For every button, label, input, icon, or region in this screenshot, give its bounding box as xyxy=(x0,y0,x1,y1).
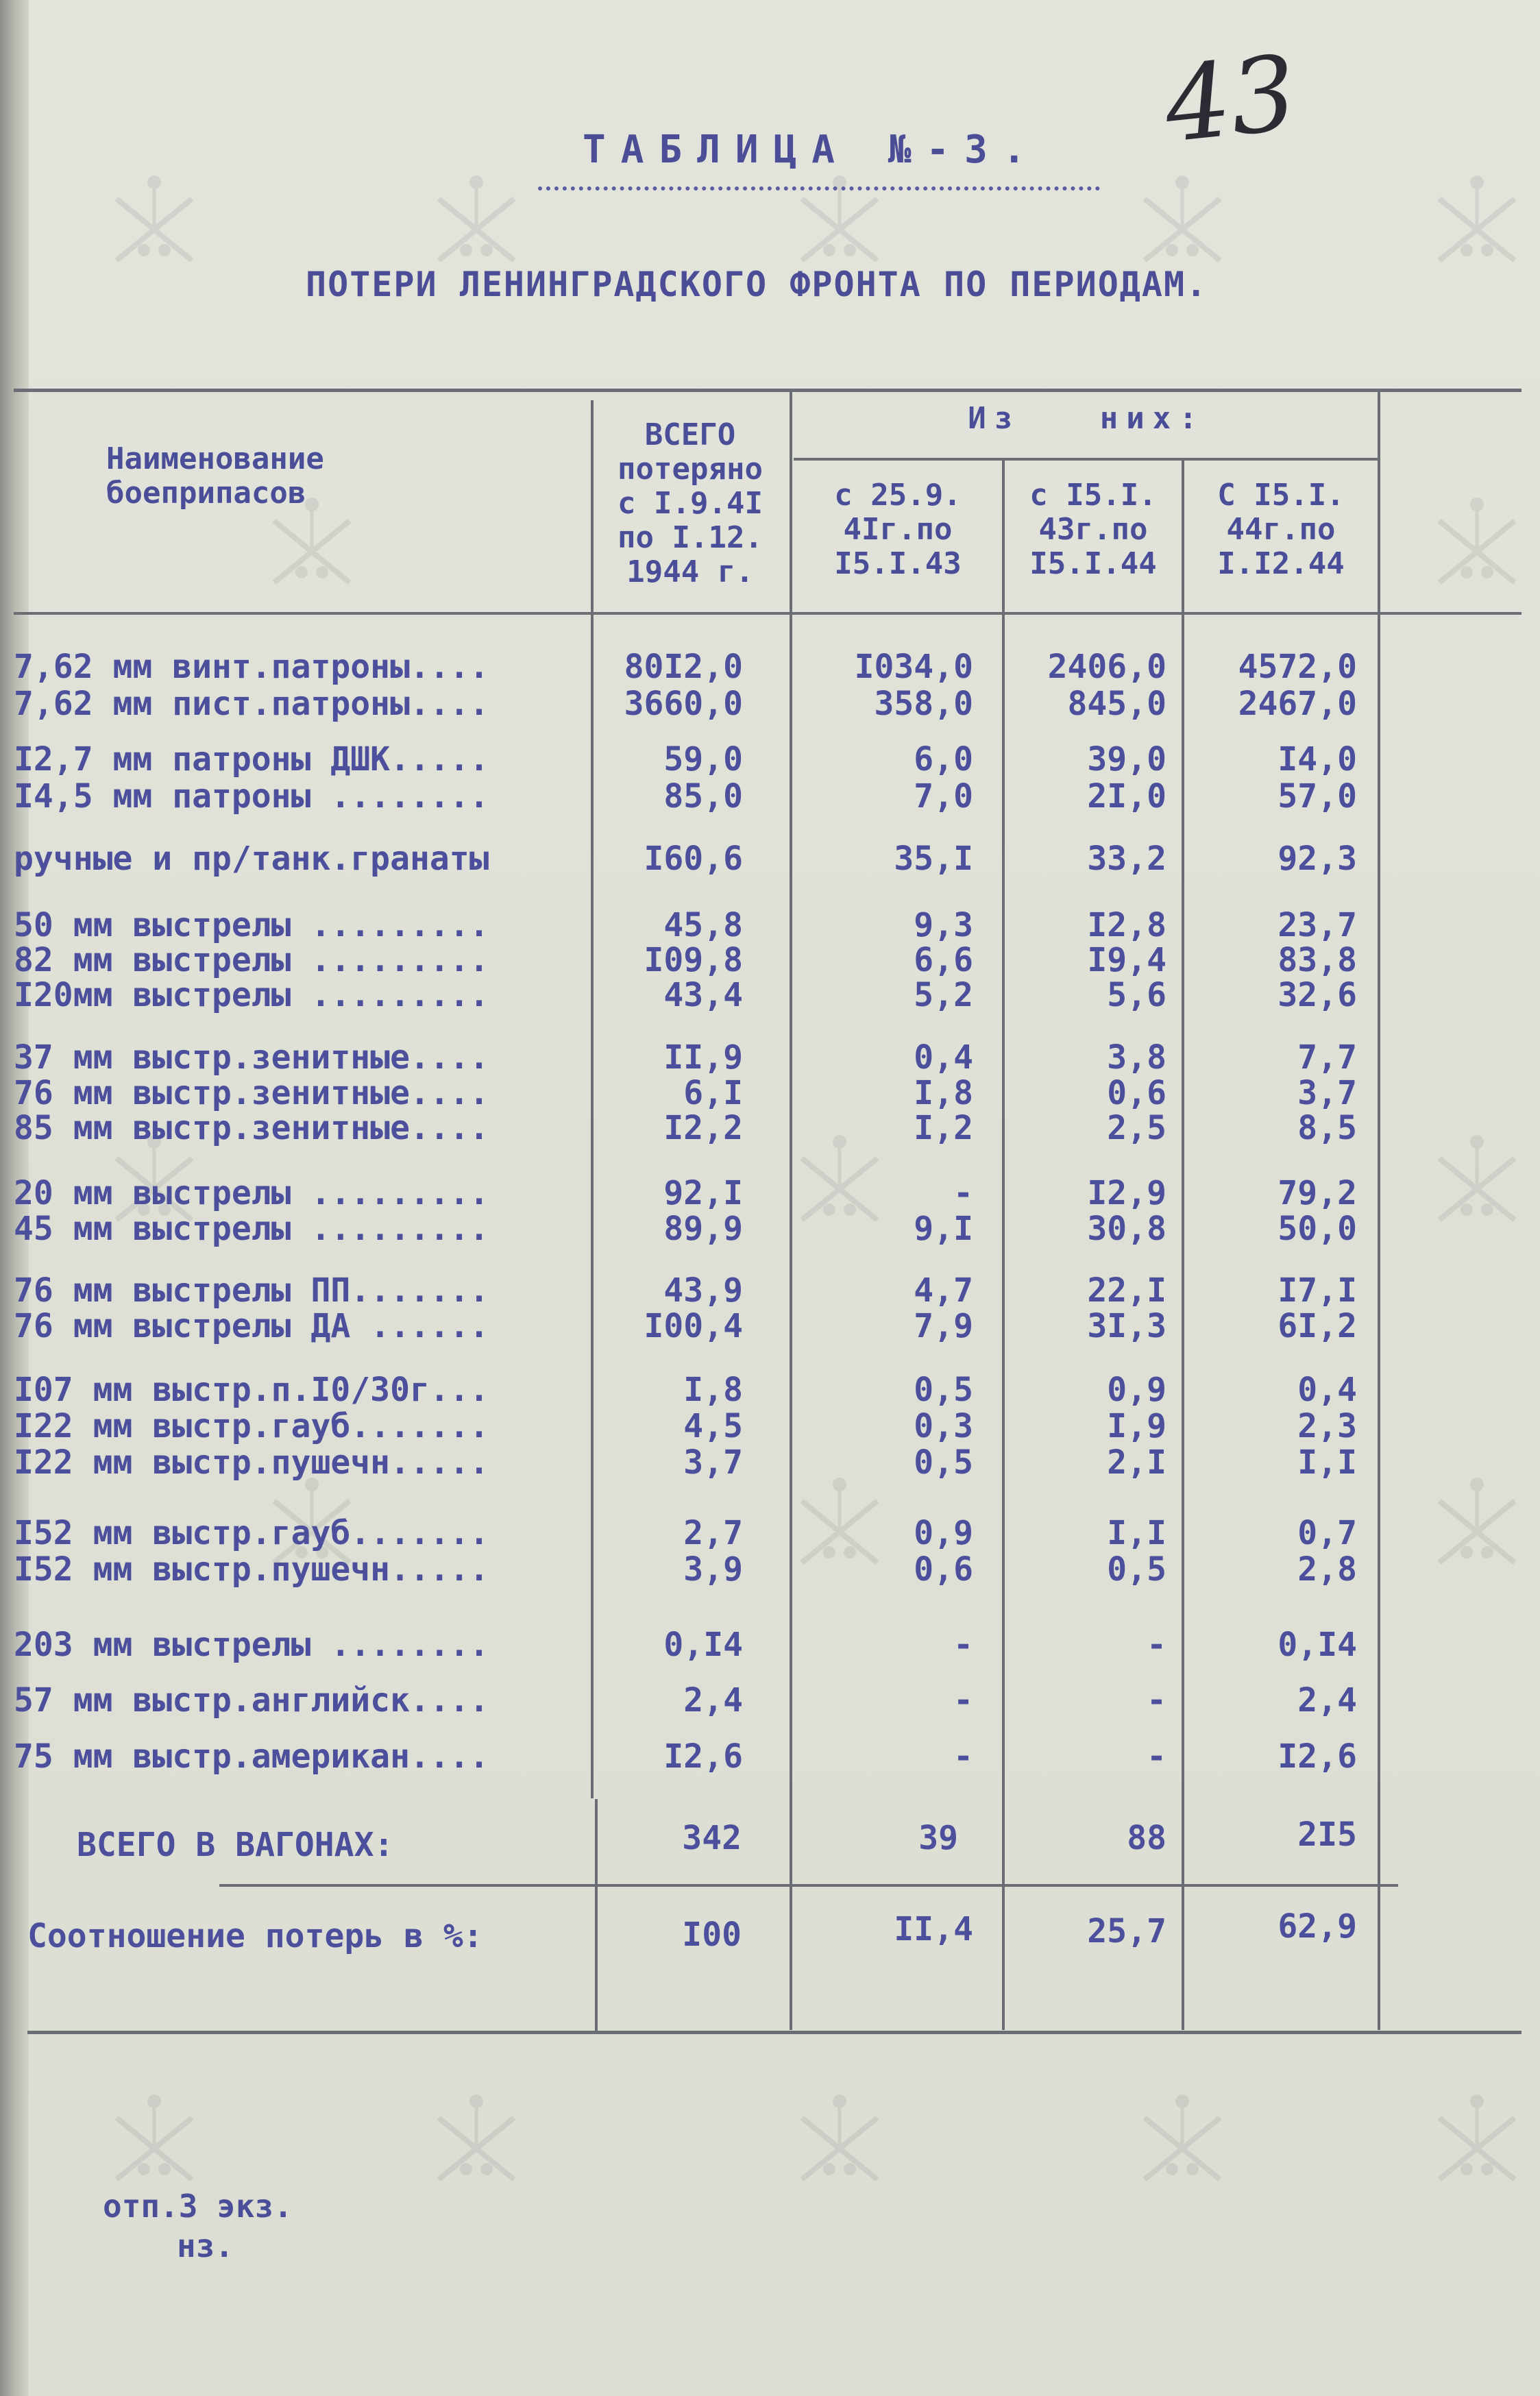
table-cell-p3: 2467,0 xyxy=(1238,685,1357,723)
header-name: Наименование боеприпасов xyxy=(106,441,324,511)
table-cell-total: 0,I4 xyxy=(663,1626,743,1664)
table-cell-total: 2,4 xyxy=(683,1681,743,1720)
table-cell-name: 75 мм выстр.американ.... xyxy=(14,1737,489,1776)
crossed-cannons-watermark-icon xyxy=(425,171,528,274)
table-cell-total: I09,8 xyxy=(644,941,743,979)
page-number: 43 xyxy=(1159,33,1302,166)
table-cell-p2: 0,6 xyxy=(1107,1074,1166,1112)
table-cell-p1: 9,3 xyxy=(914,906,973,944)
column-rule-5 xyxy=(1378,391,1380,2030)
table-cell-name: 45 мм выстрелы ......... xyxy=(14,1210,489,1248)
table-cell-total: 6,I xyxy=(683,1074,743,1112)
table-bottom-rule xyxy=(27,2031,1521,2034)
table-cell-p3: 2,3 xyxy=(1297,1407,1357,1445)
table-cell-p3: 2,4 xyxy=(1297,1681,1357,1720)
table-cell-p3: 2,8 xyxy=(1297,1550,1357,1589)
total-row-total: 342 xyxy=(682,1819,742,1857)
table-cell-name: I52 мм выстр.гауб....... xyxy=(14,1514,489,1552)
crossed-cannons-watermark-icon xyxy=(1426,2090,1528,2193)
table-cell-p1: 0,5 xyxy=(914,1371,973,1409)
table-cell-p3: 3,7 xyxy=(1297,1074,1357,1112)
table-cell-p3: I,I xyxy=(1297,1443,1357,1482)
table-cell-name: 57 мм выстр.английск.... xyxy=(14,1681,489,1720)
table-cell-total: 45,8 xyxy=(663,906,743,944)
table-cell-name: I52 мм выстр.пушечн..... xyxy=(14,1550,489,1589)
table-cell-p2: - xyxy=(1147,1626,1166,1664)
table-cell-name: 7,62 мм винт.патроны.... xyxy=(14,648,489,686)
table-cell-p2: - xyxy=(1147,1681,1166,1720)
table-cell-p2: 3,8 xyxy=(1107,1038,1166,1077)
table-cell-name: 76 мм выстрелы ПП....... xyxy=(14,1271,489,1310)
table-cell-p1: 35,I xyxy=(894,840,973,878)
crossed-cannons-watermark-icon xyxy=(1426,1131,1528,1234)
table-cell-p3: 23,7 xyxy=(1278,906,1357,944)
table-cell-p1: I,8 xyxy=(914,1074,973,1112)
crossed-cannons-watermark-icon xyxy=(1131,171,1234,274)
total-row-period-1: 39 xyxy=(918,1819,958,1857)
table-cell-p2: 845,0 xyxy=(1067,685,1166,723)
table-cell-total: I2,6 xyxy=(663,1737,743,1776)
ratio-row-period-3: 62,9 xyxy=(1278,1907,1357,1946)
table-cell-total: I,8 xyxy=(683,1371,743,1409)
table-cell-p3: 6I,2 xyxy=(1278,1307,1357,1345)
header-total: ВСЕГО потеряно с I.9.4I по I.12. 1944 г. xyxy=(618,417,763,589)
table-cell-total: 3,7 xyxy=(683,1443,743,1482)
table-cell-p1: - xyxy=(953,1626,973,1664)
crossed-cannons-watermark-icon xyxy=(425,2090,528,2193)
ratio-row-total: I00 xyxy=(682,1916,742,1954)
table-cell-p2: 2,I xyxy=(1107,1443,1166,1482)
table-cell-p2: I2,8 xyxy=(1087,906,1166,944)
table-cell-p3: 4572,0 xyxy=(1238,648,1357,686)
table-cell-p1: 358,0 xyxy=(874,685,973,723)
table-cell-p3: 0,4 xyxy=(1297,1371,1357,1409)
column-rule-2 xyxy=(790,392,792,2030)
table-cell-p1: 0,5 xyxy=(914,1443,973,1482)
table-cell-p2: 3I,3 xyxy=(1087,1307,1166,1345)
table-cell-p2: 30,8 xyxy=(1087,1210,1166,1248)
total-row-rule xyxy=(219,1884,1398,1887)
table-cell-total: 3660,0 xyxy=(624,685,743,723)
total-row-period-3: 2I5 xyxy=(1297,1816,1357,1854)
table-cell-p1: 9,I xyxy=(914,1210,973,1248)
table-cell-p3: 79,2 xyxy=(1278,1174,1357,1212)
table-cell-total: 43,9 xyxy=(663,1271,743,1310)
crossed-cannons-watermark-icon xyxy=(1131,2090,1234,2193)
crossed-cannons-watermark-icon xyxy=(103,2090,206,2193)
table-top-rule xyxy=(14,389,1521,392)
header-period-2: с I5.I. 43г.по I5.I.44 xyxy=(1029,478,1157,581)
table-cell-p1: 4,7 xyxy=(914,1271,973,1310)
table-cell-p1: 0,4 xyxy=(914,1038,973,1077)
table-cell-p3: 0,7 xyxy=(1297,1514,1357,1552)
title-underline xyxy=(538,186,1100,191)
table-cell-name: 37 мм выстр.зенитные.... xyxy=(14,1038,489,1077)
crossed-cannons-watermark-icon xyxy=(103,171,206,274)
table-cell-name: 203 мм выстрелы ........ xyxy=(14,1626,489,1664)
table-cell-name: ручные и пр/танк.гранаты xyxy=(14,840,489,878)
table-cell-name: I20мм выстрелы ......... xyxy=(14,976,489,1014)
footer-note: нз. xyxy=(177,2227,234,2264)
crossed-cannons-watermark-icon xyxy=(1426,1474,1528,1576)
crossed-cannons-watermark-icon xyxy=(788,2090,891,2193)
table-cell-name: I22 мм выстр.пушечн..... xyxy=(14,1443,489,1482)
table-cell-p1: 0,9 xyxy=(914,1514,973,1552)
table-cell-p3: 83,8 xyxy=(1278,941,1357,979)
table-cell-p1: - xyxy=(953,1681,973,1720)
table-subtitle: ПОТЕРИ ЛЕНИНГРАДСКОГО ФРОНТА ПО ПЕРИОДАМ. xyxy=(306,265,1208,304)
table-cell-total: 2,7 xyxy=(683,1514,743,1552)
table-cell-total: I2,2 xyxy=(663,1109,743,1147)
table-cell-name: I2,7 мм патроны ДШК..... xyxy=(14,740,489,779)
table-cell-p2: 22,I xyxy=(1087,1271,1166,1310)
table-cell-name: 7,62 мм пист.патроны.... xyxy=(14,685,489,723)
table-cell-name: I4,5 мм патроны ........ xyxy=(14,777,489,816)
table-cell-p2: 2,5 xyxy=(1107,1109,1166,1147)
table-cell-p3: 50,0 xyxy=(1278,1210,1357,1248)
table-cell-p3: I2,6 xyxy=(1278,1737,1357,1776)
table-cell-p1: I,2 xyxy=(914,1109,973,1147)
table-cell-p3: I4,0 xyxy=(1278,740,1357,779)
table-cell-name: 76 мм выстрелы ДА ...... xyxy=(14,1307,489,1345)
table-cell-p1: 6,0 xyxy=(914,740,973,779)
table-cell-total: 43,4 xyxy=(663,976,743,1014)
table-cell-p1: - xyxy=(953,1174,973,1212)
header-of-them: Из них: xyxy=(968,401,1206,436)
table-cell-p3: 57,0 xyxy=(1278,777,1357,816)
table-cell-total: 3,9 xyxy=(683,1550,743,1589)
table-cell-p1: 6,6 xyxy=(914,941,973,979)
total-row-label: ВСЕГО В ВАГОНАХ: xyxy=(77,1826,394,1864)
table-cell-total: 92,I xyxy=(663,1174,743,1212)
table-cell-p1: 5,2 xyxy=(914,976,973,1014)
table-cell-name: 85 мм выстр.зенитные.... xyxy=(14,1109,489,1147)
header-bottom-rule xyxy=(14,612,1521,615)
table-cell-total: I60,6 xyxy=(644,840,743,878)
table-cell-p3: 8,5 xyxy=(1297,1109,1357,1147)
table-cell-p1: 7,0 xyxy=(914,777,973,816)
table-cell-total: 4,5 xyxy=(683,1407,743,1445)
ratio-row-period-2: 25,7 xyxy=(1087,1912,1166,1951)
subheader-rule xyxy=(794,458,1380,461)
ratio-row-period-1: II,4 xyxy=(894,1910,973,1948)
table-cell-p1: 0,6 xyxy=(914,1550,973,1589)
table-cell-p1: 7,9 xyxy=(914,1307,973,1345)
table-cell-p3: I7,I xyxy=(1278,1271,1357,1310)
table-cell-p2: I9,4 xyxy=(1087,941,1166,979)
table-cell-p2: I,9 xyxy=(1107,1407,1166,1445)
table-cell-p3: 32,6 xyxy=(1278,976,1357,1014)
table-cell-p1: - xyxy=(953,1737,973,1776)
table-cell-p2: - xyxy=(1147,1737,1166,1776)
table-cell-total: II,9 xyxy=(663,1038,743,1077)
table-cell-p1: I034,0 xyxy=(854,648,973,686)
table-cell-p2: I,I xyxy=(1107,1514,1166,1552)
table-cell-p2: 5,6 xyxy=(1107,976,1166,1014)
table-cell-p2: 0,5 xyxy=(1107,1550,1166,1589)
crossed-cannons-watermark-icon xyxy=(1426,493,1528,596)
ratio-row-label: Соотношение потерь в %: xyxy=(27,1917,483,1955)
table-cell-p2: I2,9 xyxy=(1087,1174,1166,1212)
table-cell-name: I22 мм выстр.гауб....... xyxy=(14,1407,489,1445)
table-cell-p2: 0,9 xyxy=(1107,1371,1166,1409)
table-cell-total: 85,0 xyxy=(663,777,743,816)
table-cell-p1: 0,3 xyxy=(914,1407,973,1445)
table-cell-name: I07 мм выстр.п.I0/30г... xyxy=(14,1371,489,1409)
table-cell-total: I00,4 xyxy=(644,1307,743,1345)
crossed-cannons-watermark-icon xyxy=(1426,171,1528,274)
table-cell-total: 80I2,0 xyxy=(624,648,743,686)
total-row-period-2: 88 xyxy=(1127,1819,1166,1857)
table-cell-p2: 33,2 xyxy=(1087,840,1166,878)
table-cell-name: 76 мм выстр.зенитные.... xyxy=(14,1074,489,1112)
table-cell-name: 50 мм выстрелы ......... xyxy=(14,906,489,944)
table-title: ТАБЛИЦА №-3. xyxy=(583,127,1041,172)
table-cell-total: 89,9 xyxy=(663,1210,743,1248)
table-cell-name: 82 мм выстрелы ......... xyxy=(14,941,489,979)
table-cell-p2: 2I,0 xyxy=(1087,777,1166,816)
table-cell-p3: 92,3 xyxy=(1278,840,1357,878)
table-cell-p3: 7,7 xyxy=(1297,1038,1357,1077)
table-cell-p3: 0,I4 xyxy=(1278,1626,1357,1664)
header-period-1: с 25.9. 4Iг.по I5.I.43 xyxy=(834,478,962,581)
footer-copies: отп.3 экз. xyxy=(103,2188,293,2225)
table-cell-p2: 39,0 xyxy=(1087,740,1166,779)
table-cell-p2: 2406,0 xyxy=(1047,648,1166,686)
table-cell-total: 59,0 xyxy=(663,740,743,779)
header-period-3: С I5.I. 44г.по I.I2.44 xyxy=(1217,478,1345,581)
table-cell-name: 20 мм выстрелы ......... xyxy=(14,1174,489,1212)
